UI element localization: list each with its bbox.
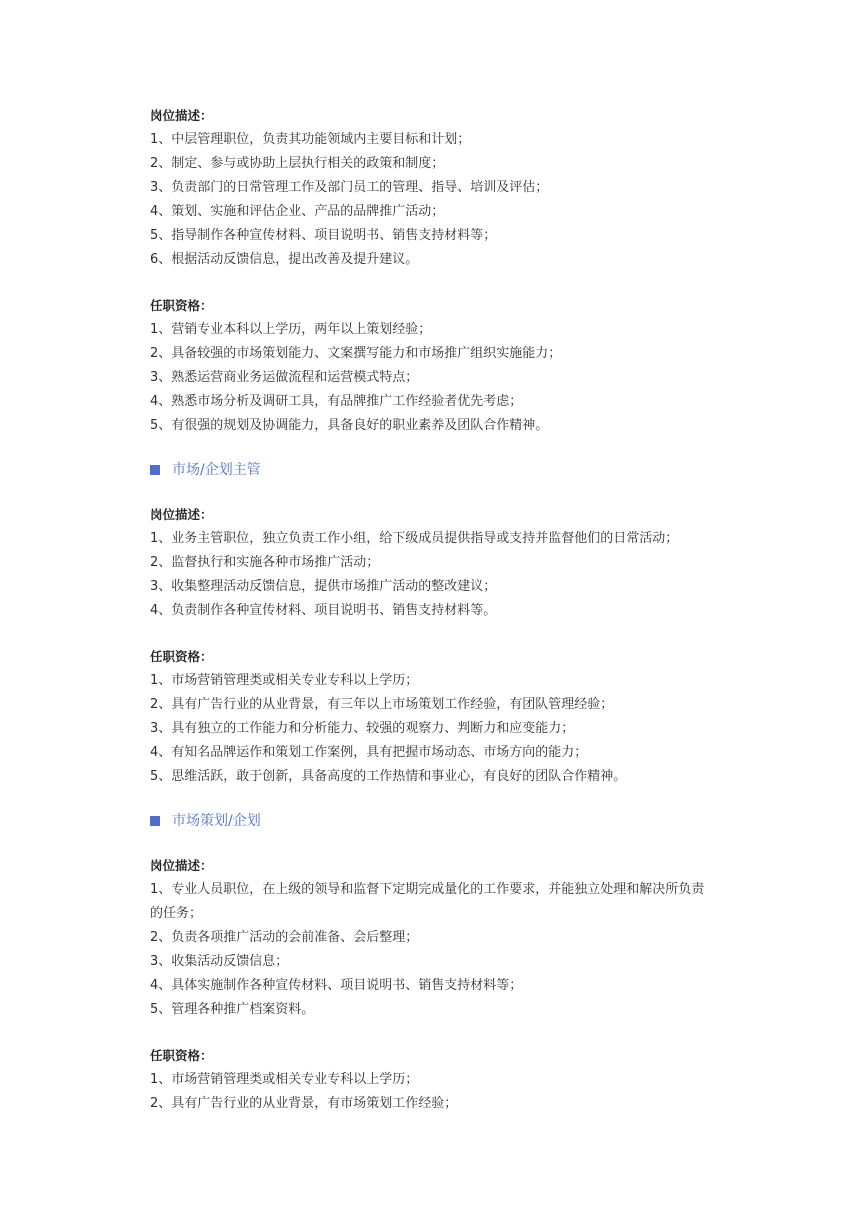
square-bullet-icon [150,465,160,475]
duty-item: 1、业务主管职位，独立负责工作小组，给下级成员提供指导或支持并监督他们的日常活动； [150,531,679,546]
duty-item: 1、中层管理职位，负责其功能领域内主要目标和计划； [150,132,471,147]
requirement-item: 5、有很强的规划及协调能力，具备良好的职业素养及团队合作精神。 [150,418,549,433]
section-heading [150,458,740,482]
duty-item: 2、监督执行和实施各种市场推广活动； [150,555,380,570]
duty-item: 2、负责各项推广活动的会前准备、会后整理； [150,930,419,945]
duty-item: 3、收集整理活动反馈信息，提供市场推广活动的整改建议； [150,579,497,594]
duty-item-continuation: 的任务； [150,906,203,921]
duty-item: 4、具体实施制作各种宣传材料、项目说明书、销售支持材料等； [150,978,523,993]
section-1 [150,503,740,789]
duty-item: 5、指导制作各种宣传材料、项目说明书、销售支持材料等； [150,228,497,243]
requirement-item: 3、熟悉运营商业务运做流程和运营模式特点； [150,370,419,385]
duty-item: 5、管理各种推广档案资料。 [150,1002,315,1017]
requirement-item: 4、有知名品牌运作和策划工作案例，具有把握市场动态、市场方向的能力； [150,745,588,760]
duty-item: 6、根据活动反馈信息，提出改善及提升建议。 [150,252,419,267]
duties-label: 岗位描述： [150,108,213,123]
duty-item: 1、专业人员职位，在上级的领导和监督下定期完成量化的工作要求，并能独立处理和解决所负责 [150,882,705,897]
duty-item: 3、收集活动反馈信息； [150,954,289,969]
requirement-item: 4、熟悉市场分析及调研工具，有品牌推广工作经验者优先考虑； [150,394,523,409]
duties-label: 岗位描述： [150,507,213,522]
requirements-label: 任职资格： [150,298,213,313]
section-title: 市场策划/企划 [172,813,261,829]
requirement-item: 1、营销专业本科以上学历，两年以上策划经验； [150,322,432,337]
requirements-label: 任职资格： [150,649,213,664]
requirements-label: 任职资格： [150,1048,213,1063]
section-2 [150,854,740,1116]
requirement-item: 2、具备较强的市场策划能力、文案撰写能力和市场推广组织实施能力； [150,346,562,361]
section-heading [150,809,740,833]
requirement-item: 2、具有广告行业的从业背景，有三年以上市场策划工作经验，有团队管理经验； [150,697,614,712]
document-page [150,104,740,1116]
requirement-item: 1、市场营销管理类或相关专业专科以上学历； [150,1072,419,1087]
duty-item: 3、负责部门的日常管理工作及部门员工的管理、指导、培训及评估； [150,180,549,195]
requirement-item: 2、具有广告行业的从业背景，有市场策划工作经验； [150,1096,458,1111]
duty-item: 2、制定、参与或协助上层执行相关的政策和制度； [150,156,445,171]
requirement-item: 3、具有独立的工作能力和分析能力、较强的观察力、判断力和应变能力； [150,721,575,736]
duty-item: 4、负责制作各种宣传材料、项目说明书、销售支持材料等。 [150,603,497,618]
square-bullet-icon [150,816,160,826]
section-title: 市场/企划主管 [172,462,261,478]
requirement-item: 5、思维活跃，敢于创新，具备高度的工作热情和事业心，有良好的团队合作精神。 [150,769,627,784]
duty-item: 4、策划、实施和评估企业、产品的品牌推广活动； [150,204,445,219]
duties-label: 岗位描述： [150,858,213,873]
requirement-item: 1、市场营销管理类或相关专业专科以上学历； [150,673,419,688]
section-0 [150,104,740,438]
